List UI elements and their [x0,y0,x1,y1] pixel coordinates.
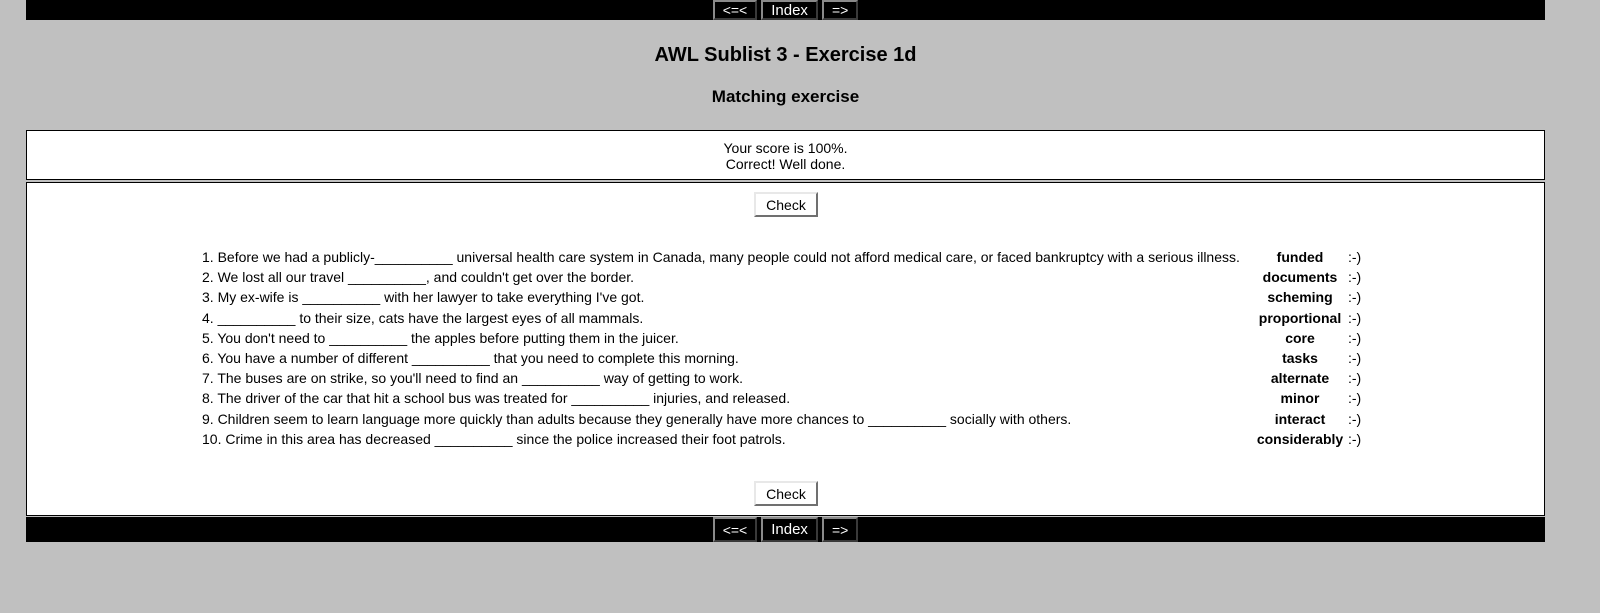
prev-exercise-link[interactable]: <=< [713,0,758,20]
question-text: 5. You don't need to __________ the apples before putting them in the juicer. [202,329,679,346]
page-subtitle: Matching exercise [711,87,860,106]
correct-mark: :-) [1348,350,1362,367]
correct-mark: :-) [1348,269,1362,286]
feedback-message: Correct! Well done. [725,156,846,172]
correct-mark: :-) [1348,329,1362,346]
question-text: 4. __________ to their size, cats have the largest eyes of all mammals. [202,309,644,326]
bottom-navbar [26,517,1545,542]
index-link[interactable]: Index [761,0,818,20]
next-exercise-link-bottom[interactable]: => [822,517,858,542]
answer-word: documents [1262,269,1338,286]
correct-mark: :-) [1348,249,1362,266]
correct-mark: :-) [1348,390,1362,407]
question-text: 1. Before we had a publicly-__________ universal health care system in Canada, many people could not afford medical care, or faced bankruptcy with a serious illness. [202,249,1240,266]
top-navbar [26,0,1545,20]
check-button-top[interactable]: Check [754,192,818,217]
question-row [200,409,1366,429]
question-text: 6. You have a number of different __________ that you need to complete this morning. [202,350,739,367]
answer-word: funded [1276,249,1324,266]
answer-word: tasks [1282,350,1318,367]
question-table [200,247,1366,449]
question-text: 3. My ex-wife is __________ with her lawyer to take everything I've got. [202,289,645,306]
exercise-panel [26,182,1545,516]
answer-word: minor [1280,390,1320,407]
answer-word: interact [1274,410,1326,427]
question-row [200,287,1366,307]
correct-mark: :-) [1348,430,1362,447]
answer-word: considerably [1256,430,1344,447]
question-row [200,328,1366,348]
answer-word: core [1285,329,1315,346]
question-row [200,388,1366,408]
page-title: AWL Sublist 3 - Exercise 1d [654,44,917,66]
question-row [200,247,1366,267]
question-row [200,429,1366,449]
question-row [200,267,1366,287]
question-text: 9. Children seem to learn language more quickly than adults because they generally have more chances to __________ socially with others. [202,410,1072,427]
correct-mark: :-) [1348,289,1362,306]
question-row [200,368,1366,388]
correct-mark: :-) [1348,309,1362,326]
correct-mark: :-) [1348,410,1362,427]
question-row [200,308,1366,328]
question-text: 10. Crime in this area has decreased __________ since the police increased their foot patrols. [202,430,786,447]
prev-exercise-link-bottom[interactable]: <=< [713,517,758,542]
next-exercise-link[interactable]: => [822,0,858,20]
question-text: 7. The buses are on strike, so you'll need to find an __________ way of getting to work. [202,370,743,387]
question-text: 8. The driver of the car that hit a school bus was treated for __________ injuries, and released. [202,390,791,407]
index-link-bottom[interactable]: Index [761,517,818,542]
score-text: Your score is 100%. [723,140,848,156]
question-row [200,348,1366,368]
feedback-panel [26,130,1545,180]
correct-mark: :-) [1348,370,1362,387]
answer-word: scheming [1267,289,1333,306]
answer-word: alternate [1270,370,1330,387]
check-button-bottom[interactable]: Check [754,481,818,506]
answer-word: proportional [1258,309,1342,326]
question-text: 2. We lost all our travel __________, and couldn't get over the border. [202,269,635,286]
